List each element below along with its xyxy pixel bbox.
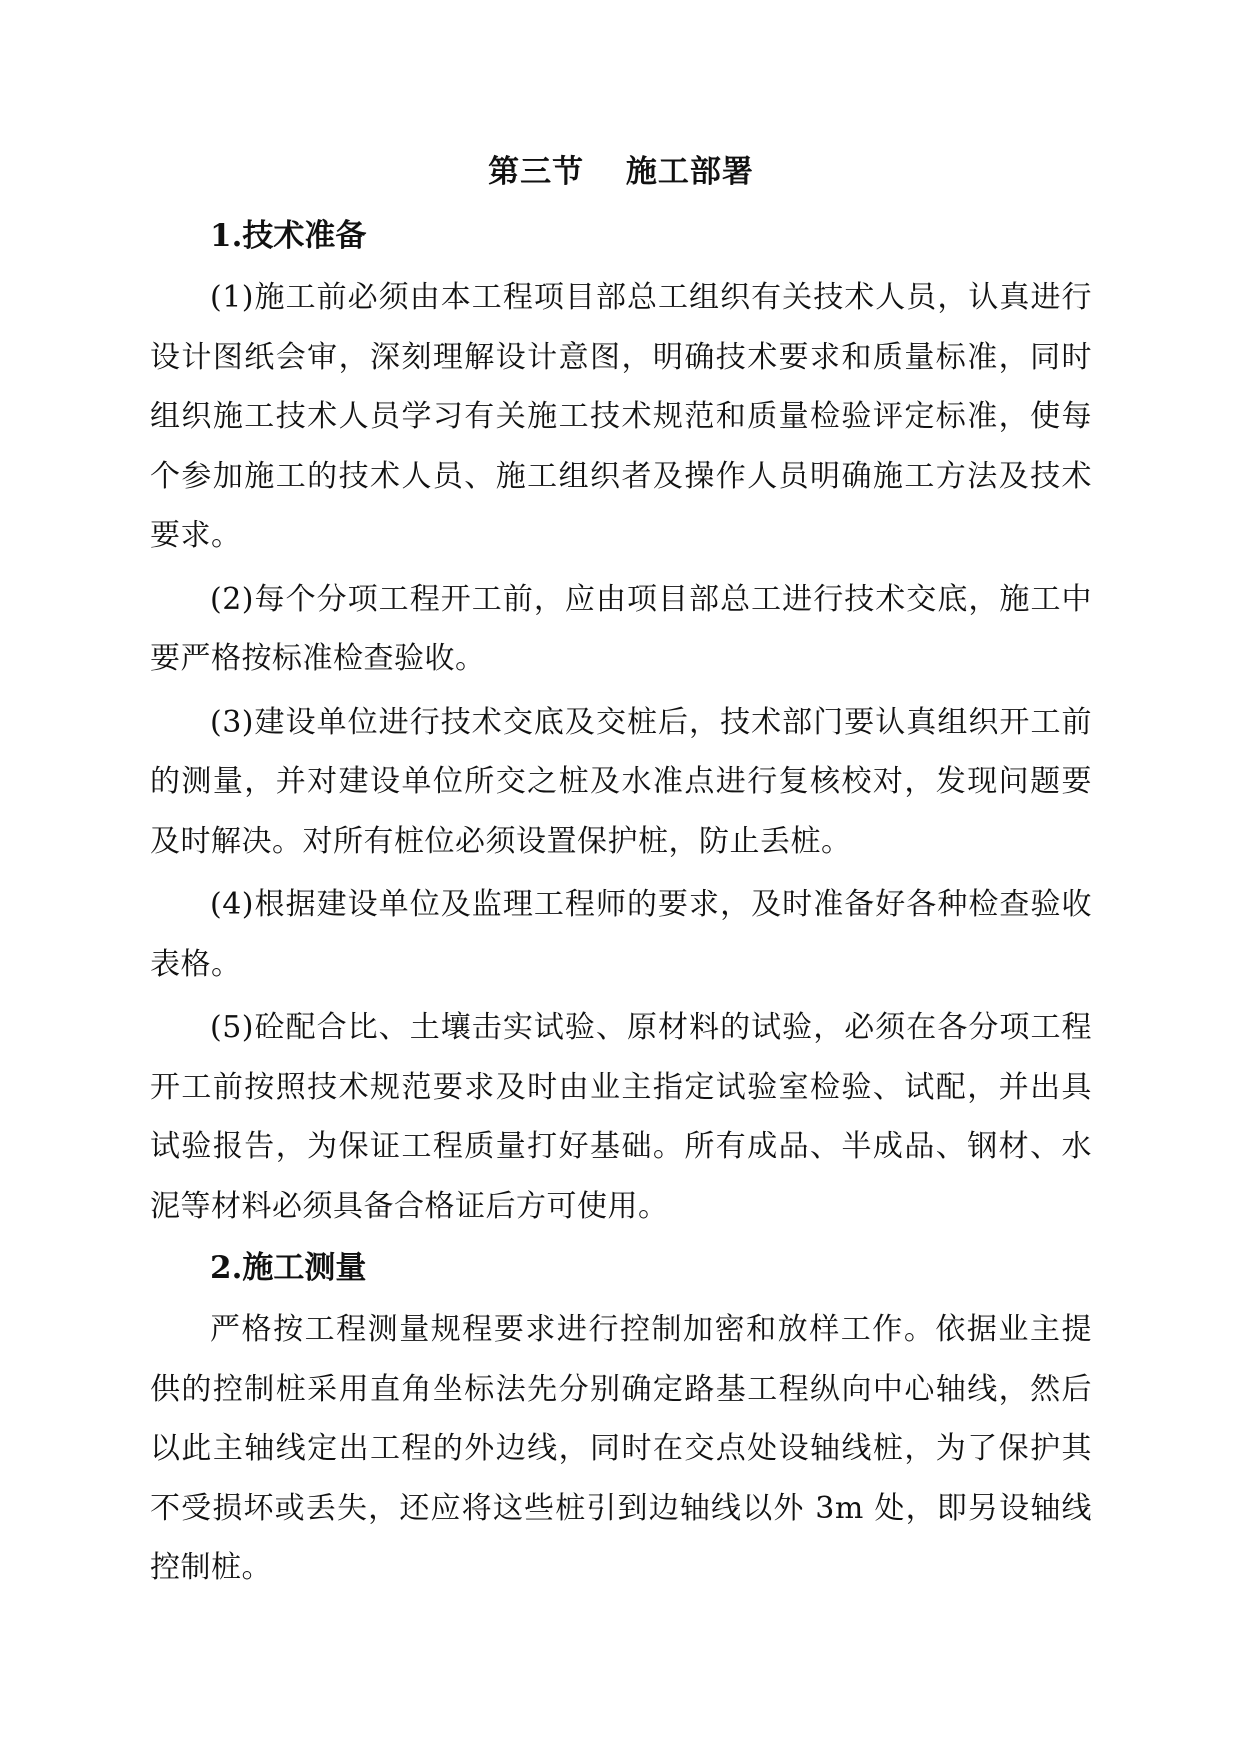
section-heading-technical-preparation: 1.技术准备: [210, 218, 367, 254]
page-title: 第三节 施工部署: [488, 154, 754, 190]
paragraph-technical-preparation-4: (4)根据建设单位及监理工程师的要求，及时准备好各种检查验收表格。: [150, 887, 1092, 982]
section-heading-construction-survey: 2.施工测量: [210, 1250, 367, 1286]
document-page: [150, 140, 1092, 1598]
paragraph-construction-survey-1: 严格按工程测量规程要求进行控制加密和放样工作。依据业主提供的控制桩采用直角坐标法先分别确定路基工程纵向中心轴线，然后以此主轴线定出工程的外边线，同时在交点处设轴线桩，为了保护其不受损坏或丢失，还应将这些桩引到边轴线以外 3m 处，即另设轴线控制桩。: [150, 1312, 1092, 1585]
paragraph-technical-preparation-3: (3)建设单位进行技术交底及交桩后，技术部门要认真组织开工前的测量，并对建设单位所交之桩及水准点进行复核校对，发现问题要及时解决。对所有桩位必须设置保护桩，防止丢桩。: [150, 704, 1092, 859]
paragraph-technical-preparation-1: (1)施工前必须由本工程项目部总工组织有关技术人员，认真进行设计图纸会审，深刻理解设计意图，明确技术要求和质量标准，同时组织施工技术人员学习有关施工技术规范和质量检验评定标准，使每个参加施工的技术人员、施工组织者及操作人员明确施工方法及技术要求。: [150, 280, 1092, 553]
paragraph-technical-preparation-5: (5)砼配合比、土壤击实试验、原材料的试验，必须在各分项工程开工前按照技术规范要求及时由业主指定试验室检验、试配，并出具试验报告，为保证工程质量打好基础。所有成品、半成品、钢材、水泥等材料必须具备合格证后方可使用。: [150, 1010, 1092, 1224]
paragraph-technical-preparation-2: (2)每个分项工程开工前，应由项目部总工进行技术交底，施工中要严格按标准检查验收。: [150, 581, 1092, 676]
